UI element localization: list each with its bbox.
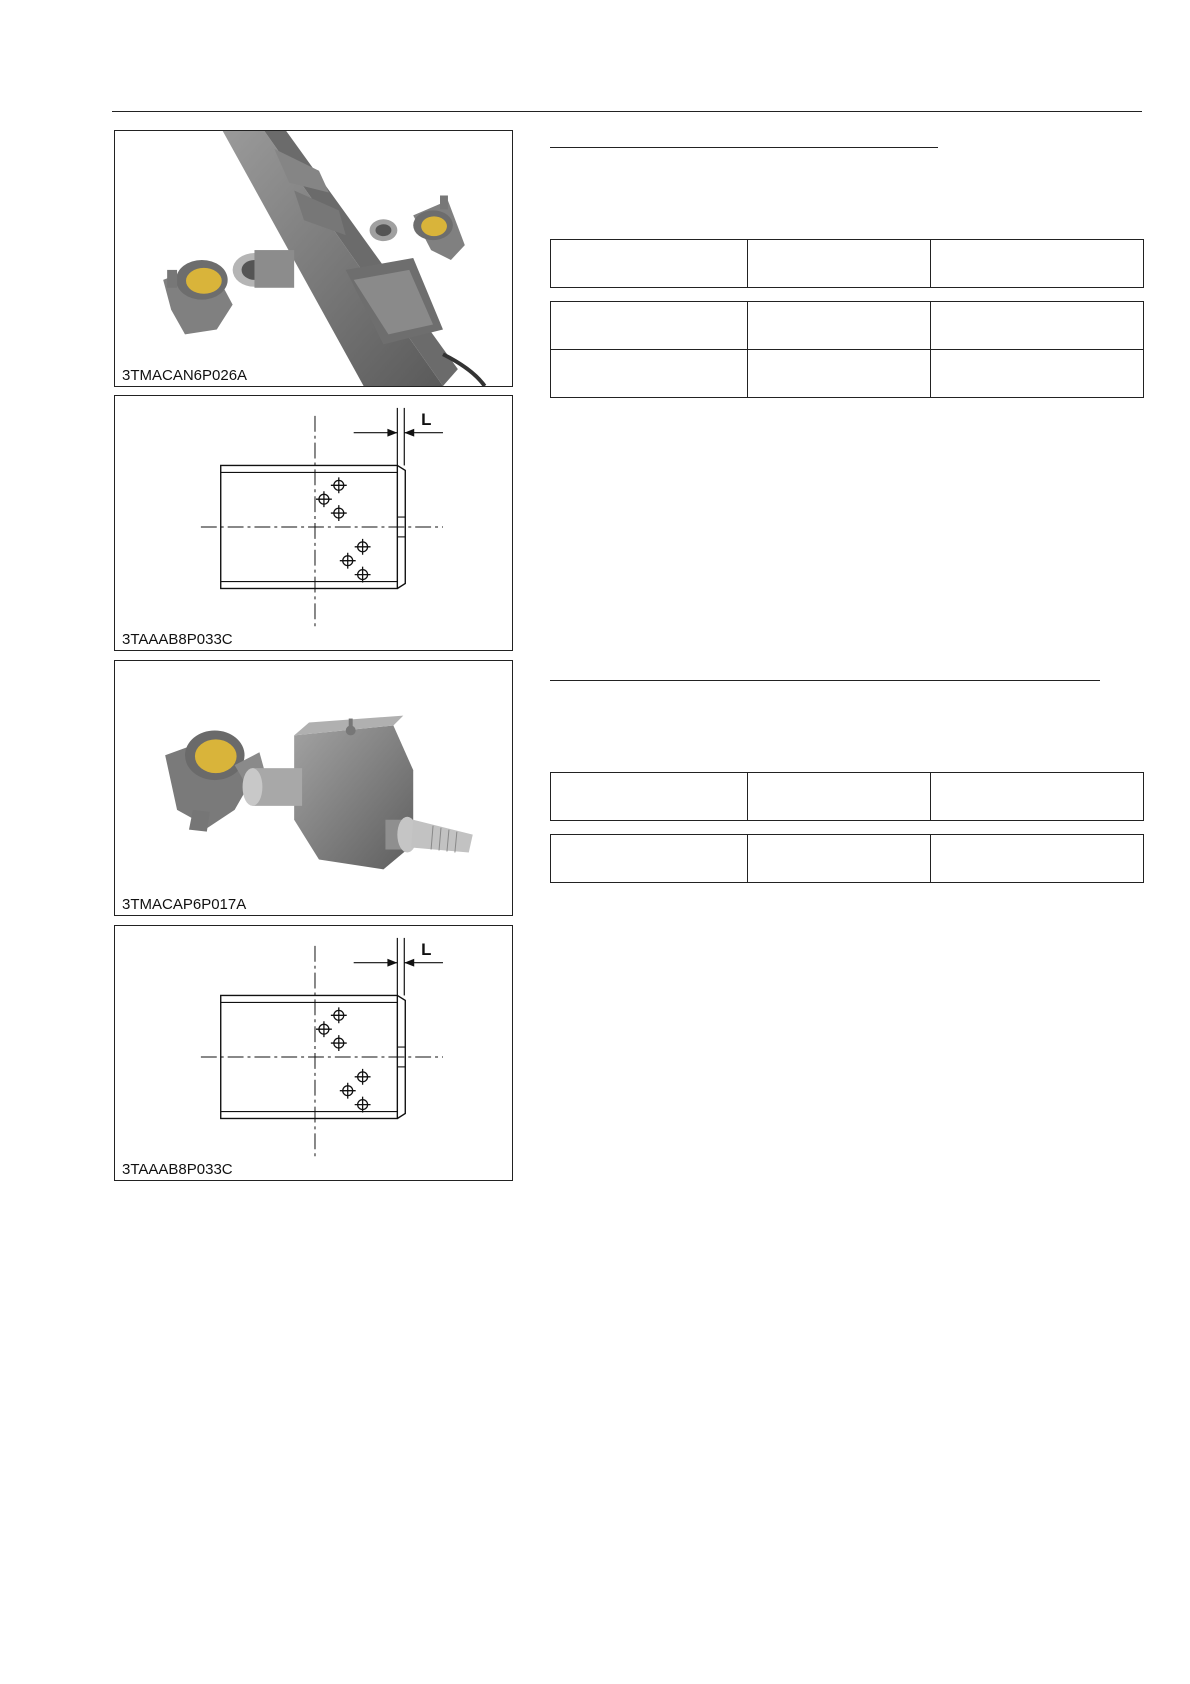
bushing-diagram-drawing	[115, 396, 512, 650]
table-cell	[931, 835, 1144, 883]
table-header-row	[551, 773, 1144, 821]
table-header-row	[551, 240, 1144, 288]
figure-bushing-diagram	[114, 395, 513, 651]
table-cell	[551, 240, 748, 288]
dimension-l-label: L	[421, 409, 432, 429]
dimension-l-label: L	[421, 939, 432, 959]
table-cell	[551, 835, 748, 883]
section-2-heading-rule	[550, 680, 1100, 681]
table-cell	[747, 350, 931, 398]
table-cell	[931, 302, 1144, 350]
table-cell	[551, 350, 748, 398]
spec-table-2-body	[550, 834, 1144, 883]
figure-gear-case-photo	[114, 660, 513, 916]
spec-table-1-body	[550, 301, 1144, 398]
table-row	[551, 350, 1144, 398]
figure-caption: 3TMACAN6P026A	[122, 367, 248, 384]
table-cell	[747, 835, 931, 883]
page-top-rule	[112, 111, 1142, 112]
table-cell	[747, 302, 931, 350]
table-cell	[931, 350, 1144, 398]
table-cell	[551, 773, 748, 821]
table-row	[551, 302, 1144, 350]
section-1-heading-rule	[550, 147, 938, 148]
table-cell	[931, 773, 1144, 821]
table-cell	[747, 773, 931, 821]
table-cell	[551, 302, 748, 350]
table-cell	[747, 240, 931, 288]
figure-caption: 3TAAAB8P033C	[122, 631, 233, 648]
table-cell	[931, 240, 1144, 288]
axle-housing-photo-illustration	[115, 131, 512, 386]
figure-caption: 3TMACAP6P017A	[122, 896, 247, 913]
spec-table-1	[550, 239, 1144, 288]
figure-bushing-diagram-2	[114, 925, 513, 1181]
bushing-diagram-drawing	[115, 926, 512, 1180]
spec-table-2	[550, 772, 1144, 821]
gear-case-photo-illustration	[115, 661, 512, 915]
figure-axle-housing-photo	[114, 130, 513, 387]
figure-caption: 3TAAAB8P033C	[122, 1161, 233, 1178]
table-row	[551, 835, 1144, 883]
